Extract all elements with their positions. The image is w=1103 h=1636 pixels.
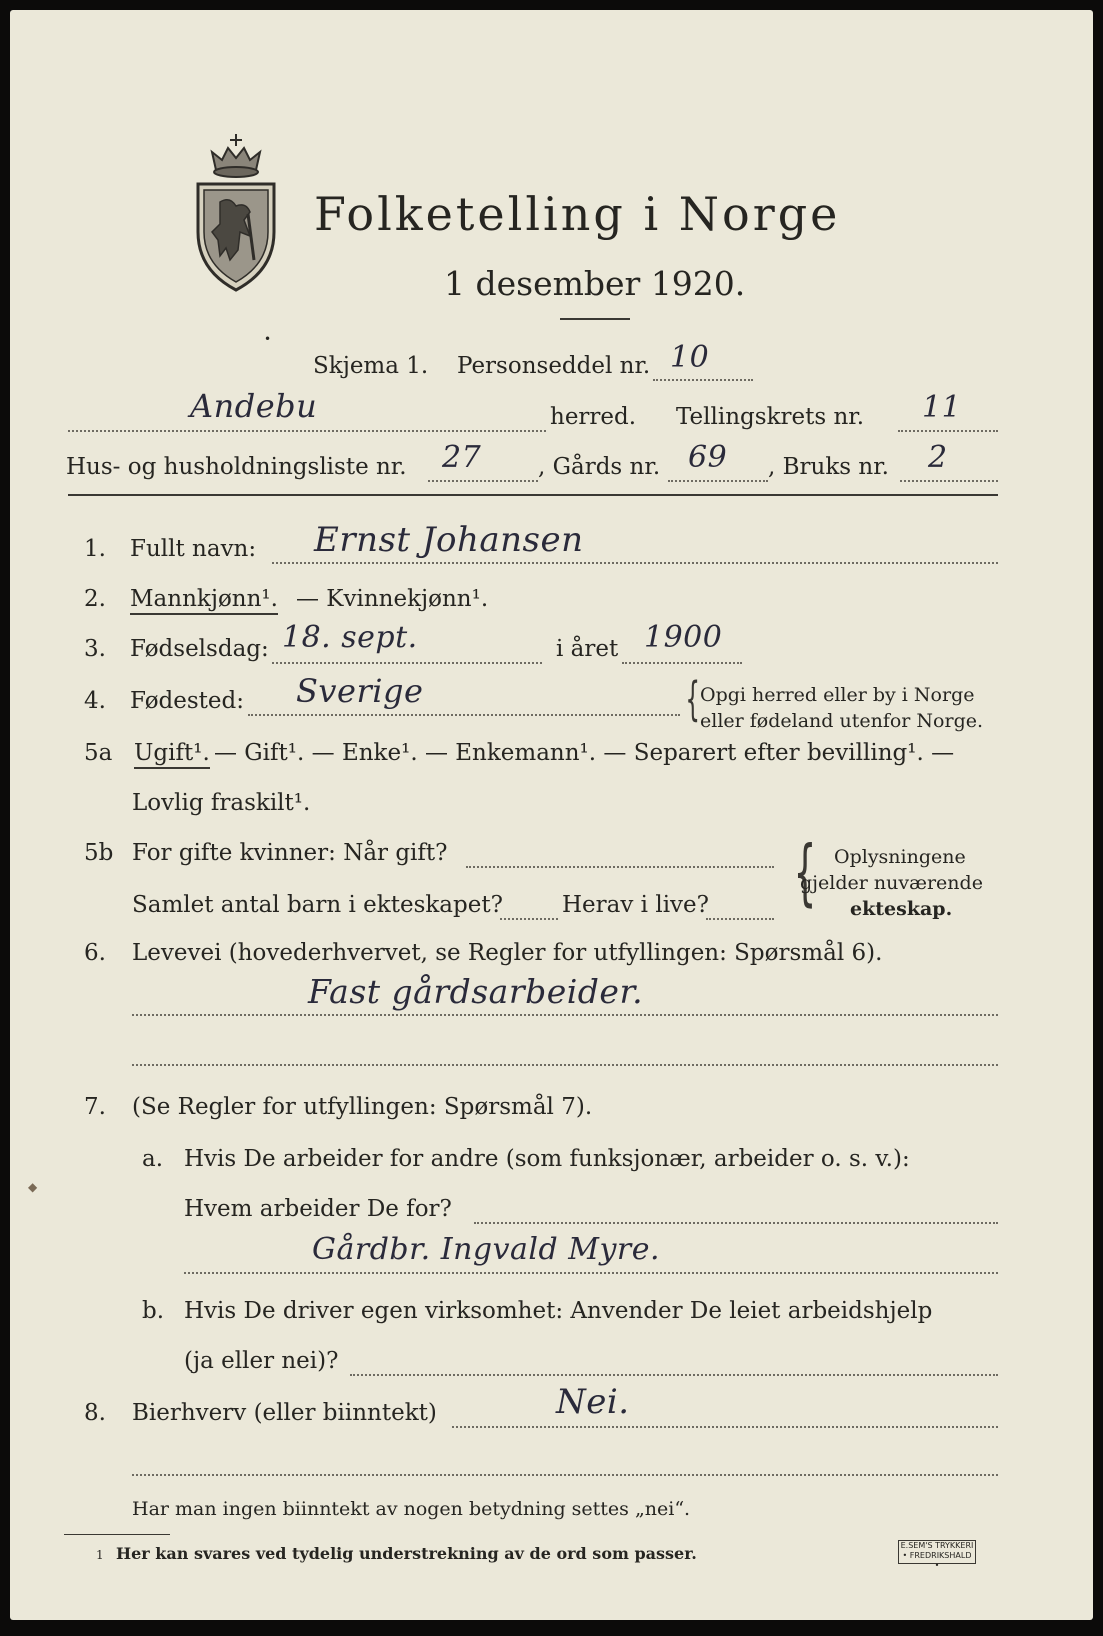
q1-full-name: Ernst Johansen: [314, 520, 584, 560]
q5b-alive-question: Herav i live?: [562, 892, 709, 918]
printer-stamp-line1: E.SEM'S TRYKKERI: [900, 1541, 974, 1550]
tellingskrets-label: Tellingskrets nr.: [676, 404, 865, 430]
q6-line2: [132, 1064, 998, 1066]
husholdningsliste-line: [428, 480, 538, 482]
q5b-children-line: [500, 918, 558, 920]
q3-line: [272, 662, 542, 664]
biinntekt-note: Har man ingen biinntekt av nogen betydning settes „nei“.: [132, 1498, 691, 1520]
q7-b-letter: b.: [142, 1298, 165, 1324]
q8-answer: Nei.: [556, 1382, 630, 1422]
gards-value: 69: [688, 440, 728, 475]
q4-number: 4.: [84, 688, 106, 714]
q7-a-line2: [184, 1272, 998, 1274]
q3-label: Fødselsdag:: [130, 636, 269, 662]
form-title: Folketelling i Norge: [314, 187, 841, 241]
q7-a-question: Hvem arbeider De for?: [184, 1196, 452, 1222]
q3-year-line: [622, 662, 742, 664]
q5b-note-line2: gjelder nuværende: [800, 872, 983, 894]
q7-b-question: (ja eller nei)?: [184, 1348, 339, 1374]
q6-number: 6.: [84, 940, 106, 966]
q7-number: 7.: [84, 1094, 106, 1120]
q5b-note-line3: ekteskap.: [850, 898, 953, 920]
personseddel-label: Personseddel nr.: [457, 353, 651, 379]
q7-b-line: [350, 1374, 998, 1376]
footnote-mark: 1: [96, 1548, 104, 1562]
herred-value: Andebu: [190, 387, 318, 425]
q7-b-text: Hvis De driver egen virksomhet: Anvender De leiet arbeidshjelp: [184, 1298, 933, 1324]
bruks-value: 2: [928, 440, 948, 475]
ink-speck-left: ◆: [28, 1180, 38, 1194]
q4-brace: {: [685, 672, 700, 726]
coat-of-arms-icon: [190, 132, 282, 294]
header-rule: [68, 494, 998, 496]
q6-occupation: Fast gårdsarbeider.: [308, 972, 644, 1011]
form-date: 1 desember 1920.: [444, 264, 746, 303]
q8-number: 8.: [84, 1400, 106, 1426]
gards-line: [668, 480, 768, 482]
printer-stamp: [898, 1540, 976, 1570]
tellingskrets-value: 11: [922, 390, 962, 425]
husholdningsliste-label: Hus- og husholdningsliste nr.: [66, 454, 407, 480]
q5b-brace: {: [793, 830, 817, 914]
q7-a-letter: a.: [142, 1146, 164, 1172]
bruks-label: , Bruks nr.: [768, 454, 889, 480]
q7-a-employer: Gårdbr. Ingvald Myre.: [312, 1232, 661, 1267]
schema-label: Skjema 1.: [313, 353, 429, 379]
q5a-number: 5a: [84, 740, 113, 766]
q5b-married-question: For gifte kvinner: Når gift?: [132, 840, 448, 866]
q6-line1: [132, 1014, 998, 1016]
q3-birthday: 18. sept.: [282, 620, 418, 655]
q7-a-text: Hvis De arbeider for andre (som funksjonær, arbeider o. s. v.):: [184, 1146, 910, 1172]
q1-label: Fullt navn:: [130, 536, 257, 562]
q5b-married-line: [466, 866, 774, 868]
herred-label: herred.: [550, 404, 637, 430]
q6-label: Levevei (hovederhvervet, se Regler for utfyllingen: Spørsmål 6).: [132, 940, 883, 966]
q1-number: 1.: [84, 536, 106, 562]
q4-note-line1: Opgi herred eller by i Norge: [700, 684, 975, 706]
printer-stamp-line2: • FREDRIKSHALD •: [902, 1551, 972, 1570]
q5b-alive-line: [706, 918, 774, 920]
q5b-note-line1: Oplysningene: [834, 846, 966, 868]
q3-number: 3.: [84, 636, 106, 662]
q4-line: [248, 714, 680, 716]
husholdningsliste-value: 27: [442, 440, 482, 475]
q8-line: [452, 1426, 998, 1428]
q7-a-line1: [474, 1222, 998, 1224]
q3-year-label: i året: [556, 636, 619, 662]
census-form: [10, 10, 1093, 1620]
q1-line: [272, 562, 998, 564]
q5b-number: 5b: [84, 840, 114, 866]
footnote-rule: [64, 1534, 170, 1535]
q7-label: (Se Regler for utfyllingen: Spørsmål 7).: [132, 1094, 593, 1120]
footnote-text: Her kan svares ved tydelig understrekning av de ord som passer.: [116, 1544, 697, 1563]
q8-line2: [132, 1474, 998, 1476]
title-divider: [560, 318, 630, 320]
q8-label: Bierhverv (eller biinntekt): [132, 1400, 437, 1426]
personseddel-line: [653, 379, 753, 381]
ink-speck: •: [264, 332, 272, 346]
q3-year: 1900: [644, 620, 723, 655]
q5a-line2: Lovlig fraskilt¹.: [132, 790, 311, 816]
tellingskrets-line: [898, 430, 998, 432]
q4-note-line2: eller fødeland utenfor Norge.: [700, 710, 984, 732]
herred-line: [68, 430, 546, 432]
q5a-ugift-option: Ugift¹.: [134, 740, 210, 769]
gards-label: , Gårds nr.: [538, 454, 661, 480]
q4-label: Fødested:: [130, 688, 245, 714]
q4-birthplace: Sverige: [296, 672, 424, 710]
bruks-line: [900, 480, 998, 482]
q5a-other-options: — Gift¹. — Enke¹. — Enkemann¹. — Separert efter bevilling¹. —: [214, 740, 955, 766]
personseddel-value: 10: [670, 340, 710, 375]
q2-number: 2.: [84, 586, 106, 612]
q5b-children-question: Samlet antal barn i ekteskapet?: [132, 892, 503, 918]
q2-male-option: Mannkjønn¹.: [130, 586, 278, 615]
q2-female-option: — Kvinnekjønn¹.: [296, 586, 489, 612]
